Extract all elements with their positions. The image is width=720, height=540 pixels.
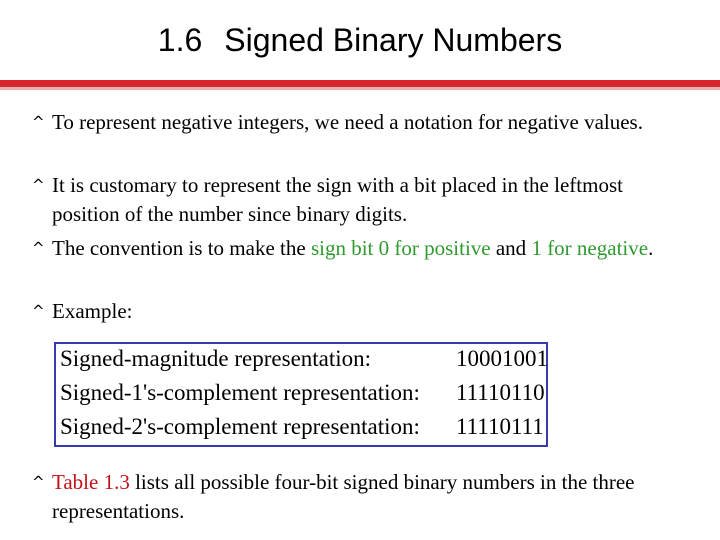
bullet-text-part: The convention is to make the [52,236,311,260]
caret-up-icon: ^ [32,473,45,491]
table-link[interactable]: Table 1.3 [52,470,130,494]
bullet-text [32,234,692,263]
bullet-text-part: . [648,236,654,260]
example-label: Signed-magnitude representation: [60,346,372,371]
slide-title [0,22,720,59]
example-table [54,342,548,447]
bullet-text-part: and [490,236,532,260]
example-row [60,346,546,380]
bullet-item-negative-notation [32,108,692,137]
example-label: Signed-1's-complement representation: [60,380,420,405]
example-value: 11110110 [456,380,545,405]
bullet-text: It is customary to represent the sign with a bit placed in the leftmost position of the number since binary digits. [52,173,623,226]
bullet-text-part: lists all possible four-bit signed binary numbers in the three representations. [52,470,635,523]
bullet-text [32,468,692,526]
bullet-item-table-ref [32,468,692,526]
bullet-item-sign-bit [32,171,692,229]
title-divider [0,80,720,87]
title-text: Signed Binary Numbers [224,22,563,58]
caret-up-icon: ^ [32,113,45,131]
bullet-item-example [32,297,692,326]
example-value: 11110111 [456,414,544,439]
caret-up-icon: ^ [32,302,45,320]
bullet-text: Example: [52,299,133,323]
title-divider-shadow [0,87,720,90]
bullet-item-convention [32,234,692,263]
example-row [60,414,546,448]
highlight-positive: sign bit 0 for positive [310,236,491,260]
example-label: Signed-2's-complement representation: [60,414,420,439]
section-number: 1.6 [157,22,203,58]
example-value: 10001001 [456,346,548,371]
caret-up-icon: ^ [32,176,45,194]
example-row [60,380,546,414]
bullet-text: To represent negative integers, we need a notation for negative values. [52,110,643,134]
highlight-negative: 1 for negative [531,236,649,260]
caret-up-icon: ^ [32,239,45,257]
